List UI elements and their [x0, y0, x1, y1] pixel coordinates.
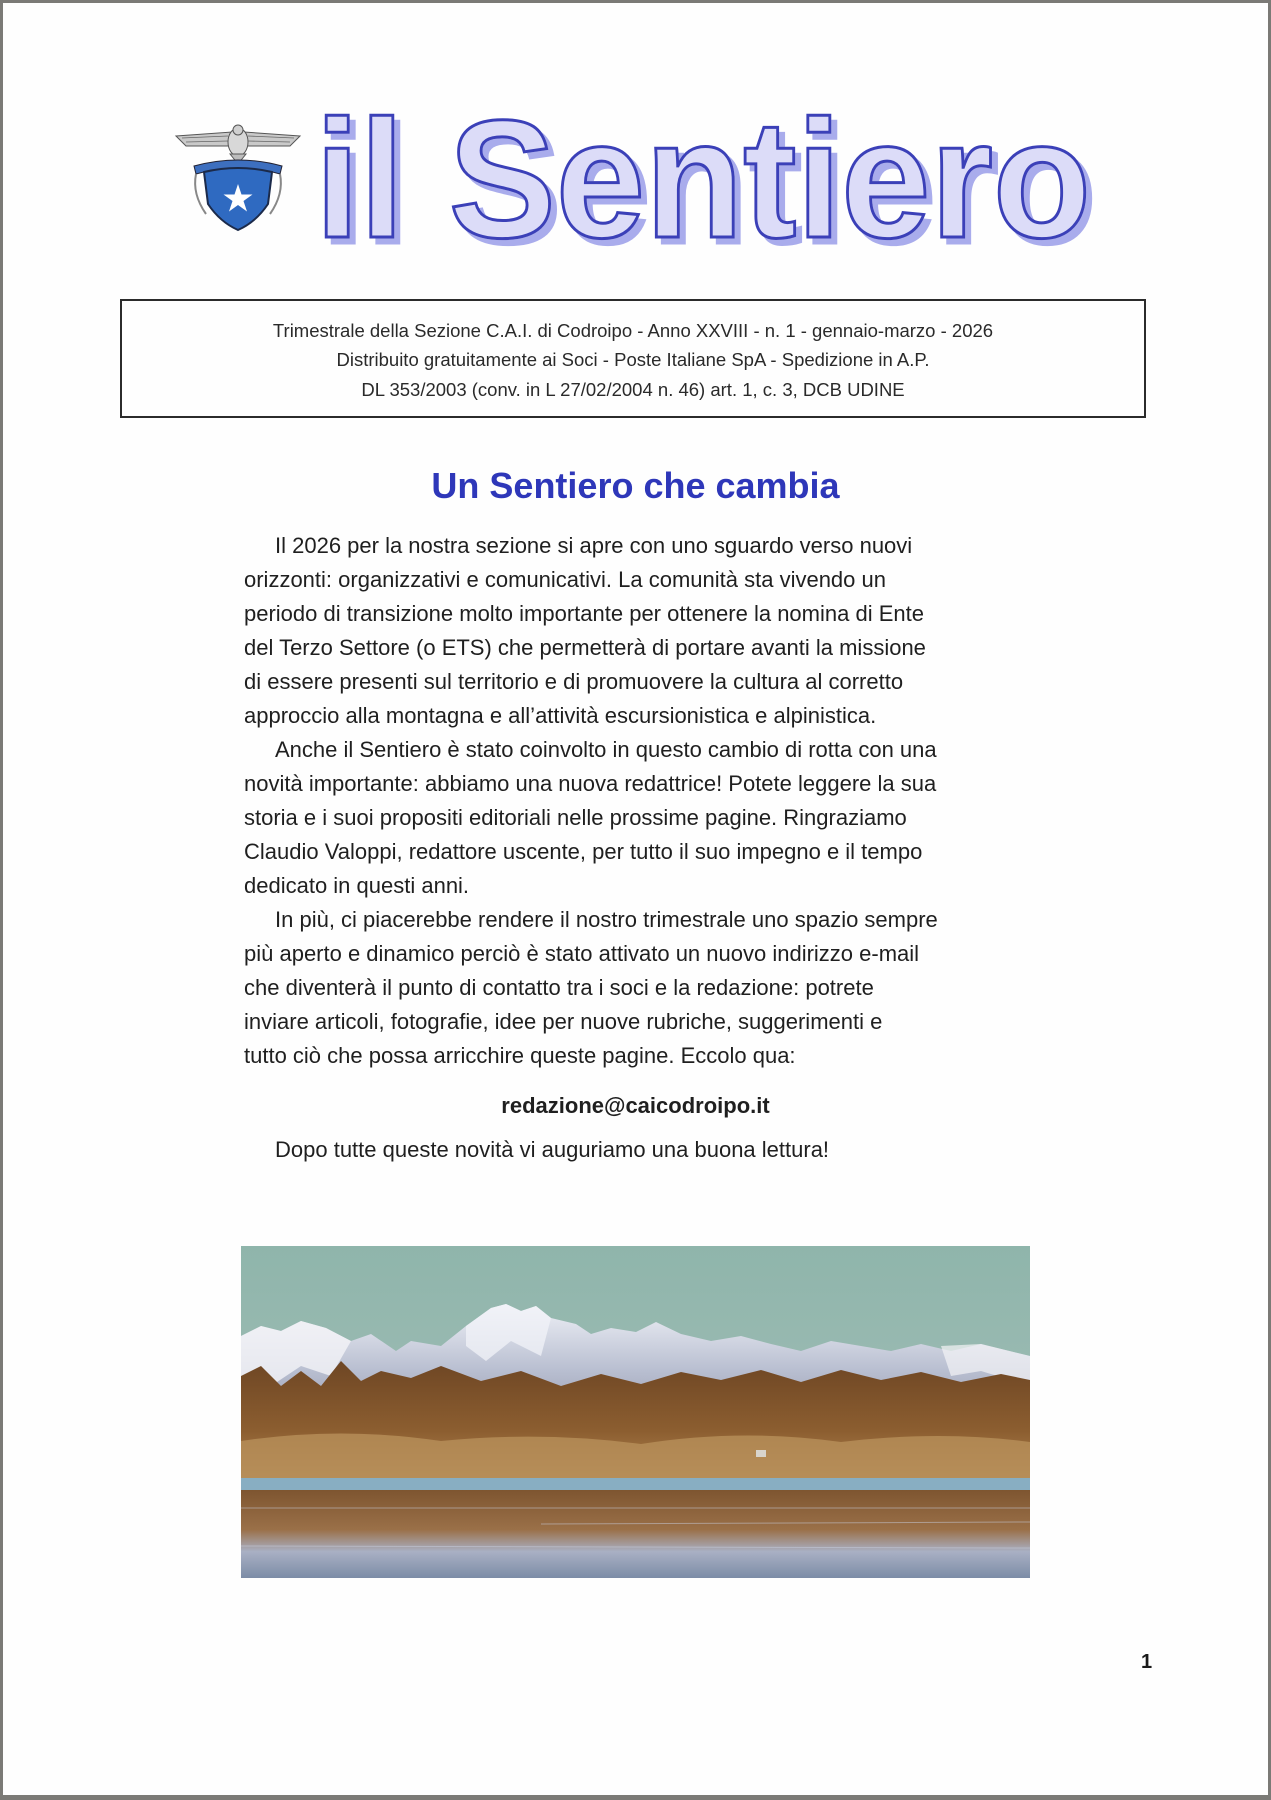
- text-line: del Terzo Settore (o ETS) che permetterà di portare avanti la missione: [244, 635, 926, 660]
- text-line: In più, ci piacerebbe rendere il nostro trimestrale uno spazio sempre: [275, 907, 938, 932]
- text-line: che diventerà il punto di contatto tra i soci e la redazione: potrete: [244, 975, 874, 1000]
- text-line: storia e i suoi propositi editoriali nelle prossime pagine. Ringraziamo: [244, 805, 907, 830]
- closing-line: Dopo tutte queste novità vi auguriamo una buona lettura!: [275, 1137, 830, 1162]
- landscape-photo: [241, 1246, 1030, 1578]
- text-line: approccio alla montagna e all’attività escursionistica e alpinistica.: [244, 703, 877, 728]
- page-number: 1: [1141, 1651, 1153, 1673]
- info-line: Trimestrale della Sezione C.A.I. di Codroipo - Anno XXVIII - n. 1 - gennaio-marzo - 2026: [272, 320, 994, 341]
- text-line: novità importante: abbiamo una nuova redattrice! Potete leggere la sua: [244, 771, 937, 796]
- info-line: Distribuito gratuitamente ai Soci - Poste Italiane SpA - Spedizione in A.P.: [336, 349, 930, 370]
- masthead-title-text: il Sentiero: [315, 99, 1091, 259]
- text-line: dedicato in questi anni.: [244, 873, 470, 898]
- small-hut: [756, 1450, 766, 1457]
- text-line: Claudio Valoppi, redattore uscente, per tutto il suo impegno e il tempo: [244, 839, 923, 864]
- contact-email[interactable]: redazione@caicodroipo.it: [501, 1093, 770, 1118]
- text-line: periodo di transizione molto importante per ottenere la nomina di Ente: [244, 601, 924, 626]
- text-line: orizzonti: organizzativi e comunicativi. La comunità sta vivendo un: [244, 567, 886, 592]
- publication-info-box: [120, 299, 1146, 418]
- text-line: inviare articoli, fotografie, idee per nuove rubriche, suggerimenti e: [244, 1009, 883, 1034]
- newsletter-page: [3, 3, 1268, 1795]
- lake-reflection: [241, 1490, 1030, 1578]
- cai-logo-icon: [172, 124, 304, 232]
- eagle-icon: [176, 125, 300, 164]
- text-line: tutto ciò che possa arricchire queste pagine. Eccolo qua:: [244, 1043, 796, 1068]
- text-line: più aperto e dinamico perciò è stato attivato un nuovo indirizzo e-mail: [244, 941, 920, 966]
- text-line: Anche il Sentiero è stato coinvolto in questo cambio di rotta con una: [275, 737, 937, 762]
- text-line: di essere presenti sul territorio e di promuovere la cultura al corretto: [244, 669, 904, 694]
- water-surface: [241, 1478, 1030, 1490]
- article-heading: Un Sentiero che cambia: [431, 465, 840, 506]
- masthead-title: [315, 99, 1115, 259]
- info-line: DL 353/2003 (conv. in L 27/02/2004 n. 46) art. 1, c. 3, DCB UDINE: [361, 379, 905, 400]
- text-line: Il 2026 per la nostra sezione si apre con uno sguardo verso nuovi: [275, 533, 913, 558]
